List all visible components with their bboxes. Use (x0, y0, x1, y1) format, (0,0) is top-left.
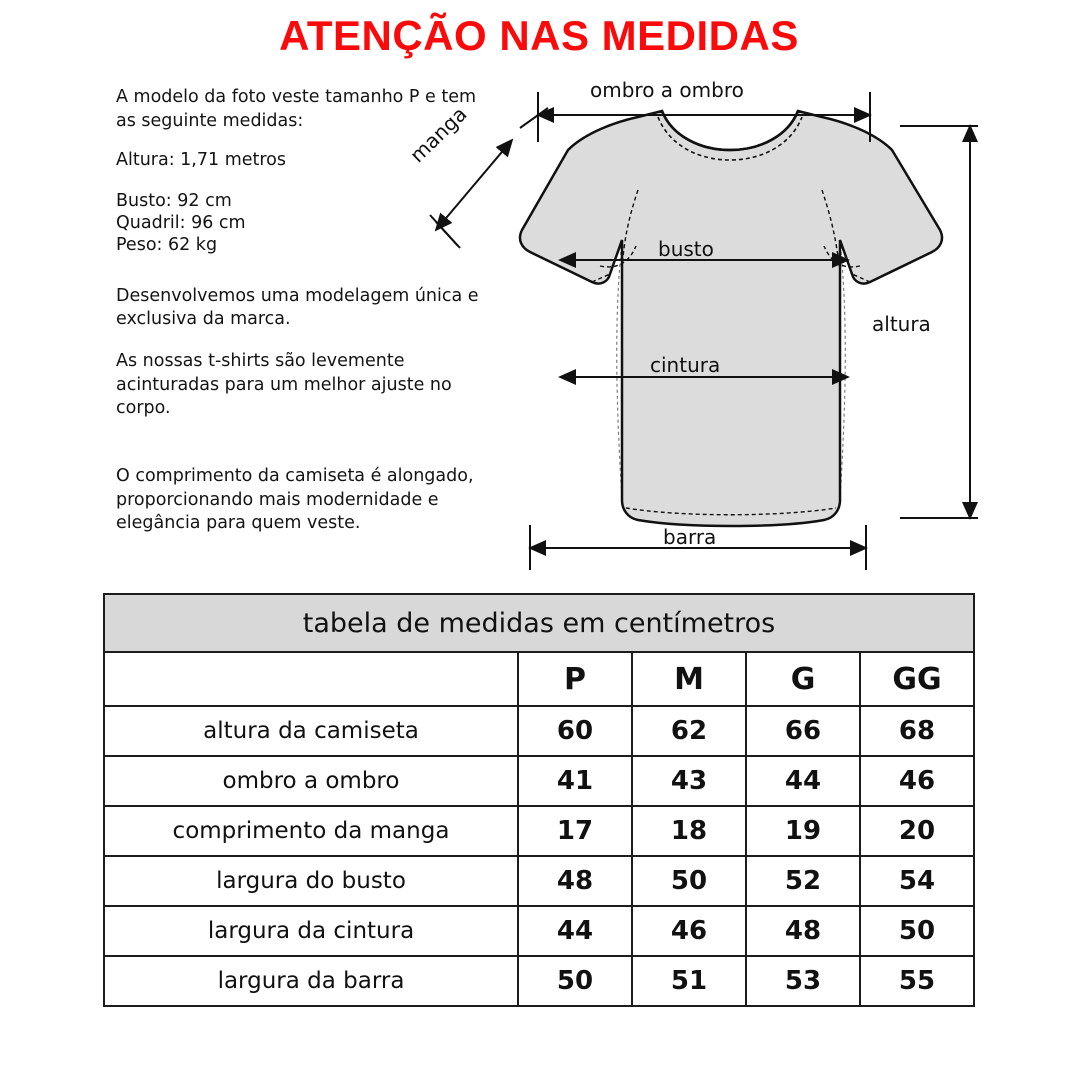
label-ombro-a-ombro: ombro a ombro (590, 78, 744, 102)
label-manga: manga (405, 101, 472, 168)
paragraph-tshirts: As nossas t-shirts são levemente acinturadas para um melhor ajuste no corpo. (116, 351, 452, 419)
model-intro-text: A modelo da foto veste tamanho P e tem as seguinte medidas: (116, 87, 477, 131)
table-row (104, 906, 974, 956)
cell-barra-m: 51 (632, 956, 746, 1006)
cell-altura-camiseta-m: 62 (632, 706, 746, 756)
table-row (104, 856, 974, 906)
size-table (103, 593, 975, 1007)
table-row (104, 756, 974, 806)
cell-altura-camiseta-g: 66 (746, 706, 860, 756)
model-measure-bust: Busto: 92 cm (116, 190, 232, 211)
label-busto: busto (658, 237, 714, 261)
cell-ombro-g: 44 (746, 756, 860, 806)
cell-altura-camiseta-p: 60 (518, 706, 632, 756)
cell-barra-g: 53 (746, 956, 860, 1006)
cell-busto-g: 52 (746, 856, 860, 906)
label-barra: barra (663, 525, 717, 549)
model-measure-height: Altura: 1,71 metros (116, 150, 287, 171)
tshirt-diagram (400, 70, 1020, 590)
cell-busto-m: 50 (632, 856, 746, 906)
table-header-row (104, 652, 974, 706)
row-label-comprimento-manga: comprimento da manga (104, 806, 518, 856)
cell-barra-p: 50 (518, 956, 632, 1006)
cell-cintura-m: 46 (632, 906, 746, 956)
cell-ombro-p: 41 (518, 756, 632, 806)
model-measure-weight: Peso: 62 kg (116, 235, 218, 256)
table-row (104, 956, 974, 1006)
cell-ombro-m: 43 (632, 756, 746, 806)
header-blank (104, 652, 518, 706)
cell-manga-g: 19 (746, 806, 860, 856)
paragraph-modelagem: Desenvolvemos uma modelagem única e exclusiva da marca. (116, 285, 479, 330)
row-label-largura-busto: largura do busto (104, 856, 518, 906)
header-size-g: G (746, 652, 860, 706)
cell-busto-gg: 54 (860, 856, 974, 906)
cell-cintura-g: 48 (746, 906, 860, 956)
page-title: ATENÇÃO NAS MEDIDAS (279, 12, 799, 59)
paragraph-comprimento: O comprimento da camiseta é alongado, proporcionando mais modernidade e elegância para quem veste. (116, 465, 474, 534)
cell-manga-p: 17 (518, 806, 632, 856)
label-cintura: cintura (650, 353, 721, 377)
row-label-largura-cintura: largura da cintura (104, 906, 518, 956)
label-altura: altura (872, 312, 931, 336)
size-table-body (104, 594, 974, 1006)
cell-altura-camiseta-gg: 68 (860, 706, 974, 756)
size-table-wrap (103, 593, 975, 1007)
model-measure-hip: Quadril: 96 cm (116, 213, 246, 234)
table-row (104, 806, 974, 856)
table-row (104, 706, 974, 756)
header-size-gg: GG (860, 652, 974, 706)
row-label-largura-barra: largura da barra (104, 956, 518, 1006)
cell-manga-m: 18 (632, 806, 746, 856)
cell-busto-p: 48 (518, 856, 632, 906)
cell-barra-gg: 55 (860, 956, 974, 1006)
cell-cintura-p: 44 (518, 906, 632, 956)
table-title-row (104, 594, 974, 652)
header-size-m: M (632, 652, 746, 706)
table-title: tabela de medidas em centímetros (104, 594, 974, 652)
row-label-ombro-a-ombro: ombro a ombro (104, 756, 518, 806)
header-size-p: P (518, 652, 632, 706)
cell-ombro-gg: 46 (860, 756, 974, 806)
cell-cintura-gg: 50 (860, 906, 974, 956)
row-label-altura-camiseta: altura da camiseta (104, 706, 518, 756)
cell-manga-gg: 20 (860, 806, 974, 856)
